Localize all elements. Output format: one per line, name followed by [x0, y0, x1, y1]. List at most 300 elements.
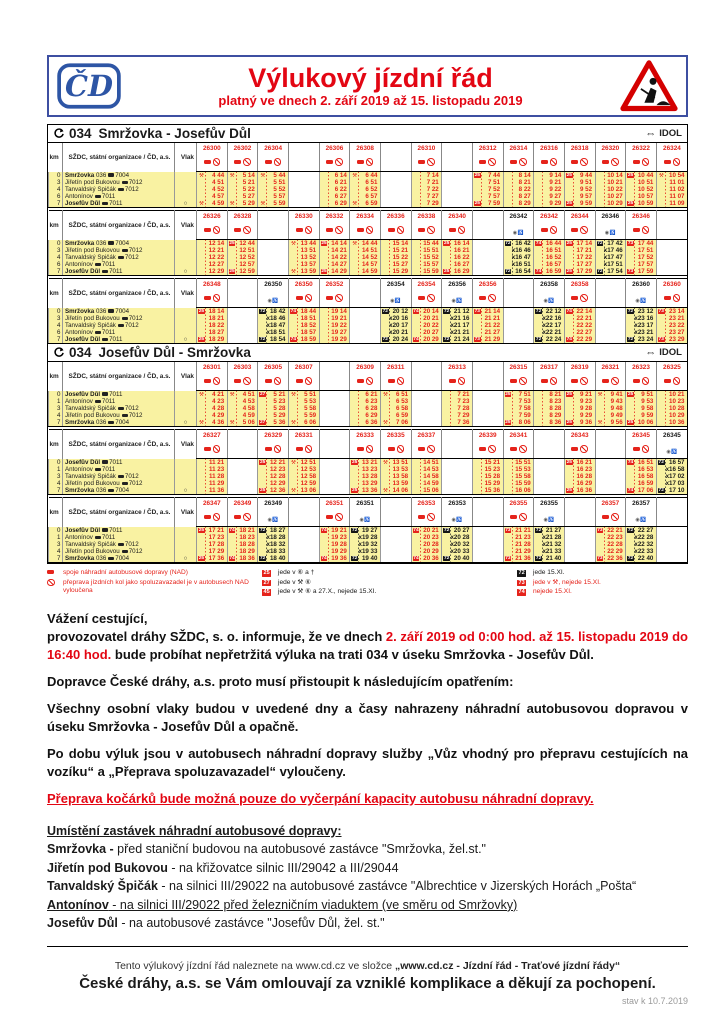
- train-number-cell: 26357: [595, 498, 626, 509]
- time-cell: ⚒ 6 51: [380, 391, 411, 399]
- train-number-cell: 26355: [503, 498, 534, 509]
- service-icons-cell: [350, 221, 381, 240]
- no-bicycles-icon: [580, 294, 588, 302]
- time-cell: 12 52: [227, 254, 258, 261]
- note-box-icon: 72: [351, 556, 358, 561]
- time-cell: x20 17: [380, 322, 411, 329]
- station-row: [49, 247, 688, 254]
- station-km-cell: 1: [49, 534, 63, 541]
- time-cell: 4 57: [197, 193, 228, 200]
- legend-row: [262, 588, 517, 597]
- bus-link-number: 7011: [101, 329, 116, 336]
- bus-link-icon: [118, 475, 124, 479]
- station-name: Jiřetín pod Bukovou: [65, 548, 120, 555]
- train-number-cell: 26314: [503, 143, 534, 153]
- time-cell: 15 51: [503, 459, 534, 467]
- time-cell: 7 57: [472, 193, 503, 200]
- note-box-icon: 72: [627, 528, 634, 533]
- station-km-cell: 3: [49, 247, 63, 254]
- note-box-icon: 74: [413, 309, 419, 314]
- train-number-cell: 26307: [288, 362, 319, 372]
- empty-cell: [595, 329, 626, 336]
- station-name: Jiřetín pod Bukovou: [65, 179, 120, 186]
- bus-stop-name: Jiřetín pod Bukovou: [47, 860, 168, 875]
- time-cell: 25 10 59: [626, 200, 657, 208]
- train-number-cell: [227, 430, 258, 441]
- no-bicycles-icon: [243, 158, 251, 166]
- service-icons-cell: [258, 440, 289, 459]
- empty-cell: [380, 548, 411, 555]
- station-row: [49, 336, 688, 344]
- replacement-bus-icon: [357, 228, 364, 232]
- time-cell: 10 21: [656, 391, 687, 399]
- time-cell: 11 36: [197, 487, 228, 495]
- service-icons-cell: [227, 221, 258, 240]
- station-name: Antonínov: [65, 329, 93, 336]
- outage-dates: 2. září 2019 od 0:00 hod. až 15. listopadu 2019 do 16:40 hod.: [47, 628, 688, 662]
- time-cell: 15 14: [380, 240, 411, 248]
- paragraph-intro: Vážení cestující, provozovatel dráhy SŽDC, s. o. informuje, že ve dnech 2. září 2019 od 0:00 hod. až 15. listopadu 2019 do 16:40 hod. bude probíhat nepřetržitá výluka na trati 034 v úseku Smržovka - Josefův Důl.: [47, 610, 688, 662]
- time-cell: 19 23: [319, 534, 350, 541]
- train-number-cell: [288, 143, 319, 153]
- time-cell: 25 12 44: [227, 240, 258, 248]
- train-services-icons: ◉♿: [267, 518, 279, 523]
- time-cell: 6 14: [319, 172, 350, 180]
- empty-cell: [380, 534, 411, 541]
- station-name-cell: [63, 261, 175, 268]
- station-name: Tanvaldský Špičák: [65, 473, 116, 480]
- bus-stop-line: [47, 840, 688, 859]
- time-cell: 9 48: [595, 405, 626, 412]
- note-box-icon: 25: [566, 269, 572, 274]
- empty-cell: [534, 480, 565, 487]
- station-km-cell: 6: [49, 193, 63, 200]
- replacement-bus-icon: [204, 160, 211, 164]
- route-name: Smržovka - Josefův Důl: [98, 126, 251, 141]
- time-cell: 7 27: [411, 193, 442, 200]
- time-cell: 22 21: [564, 315, 595, 322]
- station-km-cell: 4: [49, 186, 63, 193]
- empty-cell: [472, 548, 503, 555]
- time-cell: 6 58: [380, 405, 411, 412]
- bus-link-number: 7012: [128, 548, 143, 555]
- replacement-bus-icon: [541, 228, 548, 232]
- empty-cell: [258, 247, 289, 254]
- time-cell: x16 47: [503, 254, 534, 261]
- route-name: Josefův Důl - Smržovka: [98, 345, 251, 360]
- note-box-icon: 25: [627, 201, 634, 206]
- note-box-icon: 25: [566, 241, 572, 246]
- station-name: Jiřetín pod Bukovou: [65, 412, 120, 419]
- train-number-cell: [656, 498, 687, 509]
- time-cell: ⚒ 4 59: [197, 200, 228, 208]
- empty-cell: [503, 308, 534, 316]
- time-cell: 72 16 54: [503, 268, 534, 276]
- time-cell: 72 21 24: [442, 336, 473, 344]
- station-name: Antonínov: [65, 261, 93, 268]
- workdays-icon: ⚒: [199, 172, 204, 179]
- time-cell: 10 29: [656, 412, 687, 419]
- note-box-icon: 25: [566, 392, 572, 397]
- time-cell: 5 28: [258, 405, 289, 412]
- train-number-cell: [503, 279, 534, 290]
- note-box-icon: 74: [321, 528, 327, 533]
- station-name: Antonínov: [65, 193, 93, 200]
- timetable-block: [48, 143, 687, 208]
- time-cell: 7 29: [411, 200, 442, 208]
- bus-link-icon: [95, 331, 101, 335]
- time-cell: 5 22: [227, 186, 258, 193]
- train-number-cell: 26312: [472, 143, 503, 153]
- no-bicycles-icon: [397, 226, 405, 234]
- note-box-icon: 25: [263, 570, 270, 576]
- no-bicycles-icon: [213, 513, 221, 521]
- replacement-bus-icon: [633, 379, 640, 383]
- empty-cell: [288, 200, 319, 208]
- service-icons-cell: [626, 153, 657, 172]
- time-cell: 10 28: [656, 405, 687, 412]
- time-cell: ⚒ 4 44: [197, 172, 228, 180]
- route-number: 034: [69, 126, 92, 141]
- empty-cell: [288, 555, 319, 563]
- time-cell: 11 23: [197, 466, 228, 473]
- train-col-cell: [175, 329, 197, 336]
- station-row: [49, 240, 688, 248]
- empty-cell: [380, 172, 411, 180]
- empty-cell: [472, 398, 503, 405]
- time-cell: 4 23: [197, 398, 228, 405]
- station-name: Smržovka: [65, 419, 95, 426]
- note-box-icon: 72: [382, 309, 388, 314]
- train-col-cell: [175, 247, 197, 254]
- replacement-bus-icon: [357, 379, 364, 383]
- note-box-icon: 72: [518, 570, 525, 576]
- time-cell: x20 33: [442, 548, 473, 555]
- time-cell: 21 21: [472, 315, 503, 322]
- timetable-block: [48, 362, 687, 427]
- time-cell: 9 21: [534, 179, 565, 186]
- time-cell: 7 14: [411, 172, 442, 180]
- legend-text: jede v ⑥ a †: [278, 569, 315, 576]
- time-cell: ⚒ 6 59: [350, 200, 381, 208]
- station-km-cell: 0: [49, 172, 63, 180]
- note-box-icon: 73: [597, 556, 603, 561]
- station-name-cell: [63, 329, 175, 336]
- time-cell: x21 17: [442, 322, 473, 329]
- note-box-icon: 73: [505, 528, 511, 533]
- empty-cell: [350, 322, 381, 329]
- replacement-bus-icon: [357, 160, 364, 164]
- station-name: Jiřetín pod Bukovou: [65, 480, 120, 487]
- empty-cell: [534, 487, 565, 495]
- station-km-cell: 3: [49, 179, 63, 186]
- train-number-cell: 26344: [564, 211, 595, 222]
- time-cell: 72 21 12: [442, 308, 473, 316]
- workdays-icon: ⚒: [290, 419, 296, 426]
- timetables-box: [47, 124, 688, 564]
- time-cell: ⚒ 6 06: [288, 419, 319, 427]
- station-name-cell: Smržovka 036 7004: [63, 555, 175, 563]
- service-icons-cell: [503, 221, 534, 240]
- service-icons-cell: [442, 508, 473, 527]
- workdays-icon: ⚒: [382, 419, 388, 426]
- replacement-bus-icon: [234, 228, 241, 232]
- no-bicycles-icon: [642, 377, 650, 385]
- service-icons-cell: [534, 221, 565, 240]
- note-box-icon: 72: [260, 309, 266, 314]
- station-row: [49, 480, 688, 487]
- time-cell: 25 9 51: [626, 391, 657, 399]
- service-icons-cell: [197, 508, 228, 527]
- replacement-bus-icon: [571, 379, 578, 383]
- bus-stops-list: [47, 840, 688, 933]
- bus-link-icon: [102, 202, 108, 206]
- time-cell: x21 32: [534, 541, 565, 548]
- time-cell: 16 06: [503, 487, 534, 495]
- train-number-cell: [350, 279, 381, 290]
- time-cell: 72 18 40: [258, 555, 289, 563]
- station-name-cell: Smržovka 036 7004: [63, 308, 175, 316]
- time-cell: 14 53: [411, 466, 442, 473]
- replacement-bus-icon: [510, 447, 517, 451]
- service-icons-cell: [258, 508, 289, 527]
- note-box-icon: 25: [321, 241, 327, 246]
- no-bicycles-icon: [488, 158, 496, 166]
- bus-link-number: 7012: [128, 412, 143, 419]
- note-box-icon: 73: [627, 241, 634, 246]
- bus-link-number: 7012: [124, 322, 139, 329]
- note-box-icon: 25: [198, 309, 205, 314]
- station-km-cell: 4: [49, 412, 63, 419]
- time-cell: ⚒ 14 44: [350, 240, 381, 248]
- service-icons-cell: [656, 508, 687, 527]
- no-bicycles-icon: [519, 377, 527, 385]
- time-cell: 73 21 21: [503, 527, 534, 535]
- time-cell: 25 7 51: [503, 391, 534, 399]
- replacement-bus-icon: [326, 228, 333, 232]
- bus-link-number: 7004: [115, 307, 130, 315]
- train-col-cell: [175, 186, 197, 193]
- bus-link-icon: [95, 536, 101, 540]
- empty-cell: [442, 473, 473, 480]
- empty-cell: [350, 329, 381, 336]
- train-number-cell: 26355: [534, 498, 565, 509]
- service-icons-cell: [411, 221, 442, 240]
- footer-info-line: Tento výlukový jízdní řád naleznete na www.cd.cz ve složce „www.cd.cz - Jízdní řád - Traťové jízdní řády“: [114, 960, 621, 972]
- replacement-bus-icon: [418, 296, 425, 300]
- train-numbers-row: [49, 430, 688, 441]
- empty-cell: [442, 193, 473, 200]
- time-cell: x20 21: [380, 329, 411, 336]
- empty-cell: [227, 466, 258, 473]
- time-cell: 8 28: [534, 405, 565, 412]
- time-cell: x22 17: [534, 322, 565, 329]
- bus-link-number: 7004: [115, 487, 130, 494]
- time-cell: 10 36: [656, 419, 687, 427]
- service-icons-cell: [380, 153, 411, 172]
- time-cell: 4 51: [197, 179, 228, 186]
- station-row: [49, 548, 688, 555]
- time-cell: 27 5 21: [258, 391, 289, 399]
- legend: [47, 569, 688, 598]
- service-icons-cell: [319, 153, 350, 172]
- paragraph-operator: Dopravce České dráhy, a.s. proto musí přistoupit k následujícím opatřením:: [47, 673, 514, 689]
- time-cell: 19 14: [319, 308, 350, 316]
- service-icons-cell: [411, 508, 442, 527]
- train-number-cell: [472, 498, 503, 509]
- note-box-icon: 74: [413, 556, 419, 561]
- time-cell: 16 58: [626, 473, 657, 480]
- time-cell: 13 58: [380, 473, 411, 480]
- station-row: [49, 315, 688, 322]
- time-cell: 12 28: [258, 473, 289, 480]
- workdays-icon: ⚒: [597, 391, 603, 398]
- time-cell: x20 16: [380, 315, 411, 322]
- time-cell: 16 51: [534, 247, 565, 254]
- note-box-icon: 72: [658, 460, 664, 465]
- bus-stop-location: - na silnici III/29022 před železničním viaduktem (ve směru od Smržovky): [108, 897, 518, 912]
- no-bicycles-icon: [274, 377, 282, 385]
- time-cell: 21 29: [503, 548, 534, 555]
- empty-cell: [288, 172, 319, 180]
- bus-link-icon: [122, 482, 128, 486]
- time-cell: x19 33: [350, 548, 381, 555]
- time-cell: 16 27: [442, 261, 473, 268]
- replacement-bus-icon: [602, 379, 609, 383]
- empty-cell: [595, 487, 626, 495]
- train-col-cell: ○: [175, 336, 197, 344]
- no-bicycles-icon: [611, 377, 619, 385]
- note-box-icon: 74: [413, 528, 419, 533]
- note-box-icon: 72: [382, 337, 388, 342]
- legend-row: [517, 588, 688, 597]
- bus-link-icon: [118, 188, 124, 192]
- time-cell: 72 20 24: [380, 336, 411, 344]
- time-cell: 25 16 21: [564, 459, 595, 467]
- workdays-icon: ⚒: [382, 391, 388, 398]
- station-row: [49, 527, 688, 535]
- station-name-cell: Smržovka 036 7004: [63, 487, 175, 495]
- time-cell: 12 51: [227, 247, 258, 254]
- note-box-icon: 74: [229, 528, 235, 533]
- no-bike-icon: [47, 579, 55, 587]
- workdays-icon: ⚒: [352, 172, 358, 179]
- legend-text: jede v ⚒ ⑥: [278, 578, 312, 586]
- legend-text: přeprava jízdních kol jako spoluzavazadel je v autobusech NAD vyloučena: [63, 578, 249, 595]
- time-cell: 14 21: [319, 247, 350, 254]
- replacement-bus-icon: [265, 379, 272, 383]
- service-icons-cell: [472, 153, 503, 172]
- time-cell: 6 22: [319, 186, 350, 193]
- service-icons-cell: [380, 372, 411, 391]
- train-numbers-row: [49, 143, 688, 153]
- train-number-cell: 26329: [258, 430, 289, 441]
- time-cell: x22 33: [626, 548, 657, 555]
- workdays-icon: ⚒: [229, 172, 235, 179]
- time-cell: 23 22: [656, 322, 687, 329]
- replacement-bus-icon: [388, 447, 395, 451]
- time-cell: 9 49: [595, 412, 626, 419]
- train-number-cell: 26308: [350, 143, 381, 153]
- time-cell: 72 18 54: [258, 336, 289, 344]
- time-cell: 74 19 21: [319, 527, 350, 535]
- time-cell: 14 52: [350, 254, 381, 261]
- notice-text: [47, 610, 688, 808]
- train-services-icons: ◉♿: [451, 518, 463, 523]
- time-cell: 5 59: [288, 412, 319, 419]
- replacement-bus-icon: [633, 447, 640, 451]
- time-cell: 22 22: [564, 322, 595, 329]
- time-cell: 20 21: [411, 315, 442, 322]
- no-bicycles-icon: [550, 377, 558, 385]
- workdays-icon: ⚒: [382, 487, 388, 494]
- time-cell: 13 51: [288, 247, 319, 254]
- time-cell: 25 12 21: [258, 459, 289, 467]
- empty-cell: [380, 527, 411, 535]
- replacement-bus-icon: [479, 296, 486, 300]
- document-state-date: stav k 10.7.2019: [621, 996, 688, 1006]
- time-cell: 12 29: [258, 480, 289, 487]
- empty-cell: [227, 480, 258, 487]
- service-icons-cell: [503, 508, 534, 527]
- replacement-bus-icon: [204, 379, 211, 383]
- time-cell: x16 58: [656, 466, 687, 473]
- replacement-bus-icon: [296, 379, 303, 383]
- empty-cell: [227, 487, 258, 495]
- empty-cell: [595, 315, 626, 322]
- col-header-operator: SŽDC, státní organizace / ČD, a.s.: [63, 498, 175, 527]
- empty-cell: [472, 541, 503, 548]
- time-cell: 25 10 44: [626, 172, 657, 180]
- station-name-cell: [63, 254, 175, 261]
- time-cell: x20 32: [442, 541, 473, 548]
- station-km-cell: 7: [49, 200, 63, 208]
- time-cell: 13 29: [350, 480, 381, 487]
- no-bicycles-icon: [458, 377, 466, 385]
- station-km-cell: 3: [49, 405, 63, 412]
- service-icons-cell: [503, 372, 534, 391]
- empty-cell: [442, 480, 473, 487]
- time-cell: 6 29: [350, 412, 381, 419]
- paragraph-strollers: Přeprava kočárků bude možná pouze do vyčerpání kapacity autobusu náhradní dopravy.: [47, 790, 594, 806]
- bus-link-icon: [122, 550, 128, 554]
- service-icons-cell: [227, 289, 258, 308]
- time-cell: 17 21: [564, 247, 595, 254]
- time-cell: 6 23: [350, 398, 381, 405]
- col-header-km: km: [49, 143, 63, 172]
- document-header: [47, 55, 688, 117]
- train-number-cell: [442, 143, 473, 153]
- empty-cell: [227, 473, 258, 480]
- service-icons-cell: [380, 508, 411, 527]
- station-km-cell: 7: [49, 487, 63, 495]
- service-icons-cell: [380, 440, 411, 459]
- time-cell: ⚒ 5 51: [288, 391, 319, 399]
- train-services-icons: ◉♿: [666, 450, 678, 455]
- empty-cell: [288, 186, 319, 193]
- station-name: Tanvaldský Špičák: [65, 254, 116, 261]
- train-number-cell: 26353: [411, 498, 442, 509]
- time-cell: ⚒ 9 41: [595, 391, 626, 399]
- bus-stop-line: [47, 896, 688, 915]
- train-number-cell: 26305: [258, 362, 289, 372]
- bus-stop-line: [47, 859, 688, 878]
- bus-link-number: 7012: [124, 473, 139, 480]
- note-box-icon: 25: [474, 173, 480, 178]
- no-bicycles-icon: [642, 226, 650, 234]
- time-cell: 11 07: [656, 193, 687, 200]
- time-cell: 25 8 06: [503, 419, 534, 427]
